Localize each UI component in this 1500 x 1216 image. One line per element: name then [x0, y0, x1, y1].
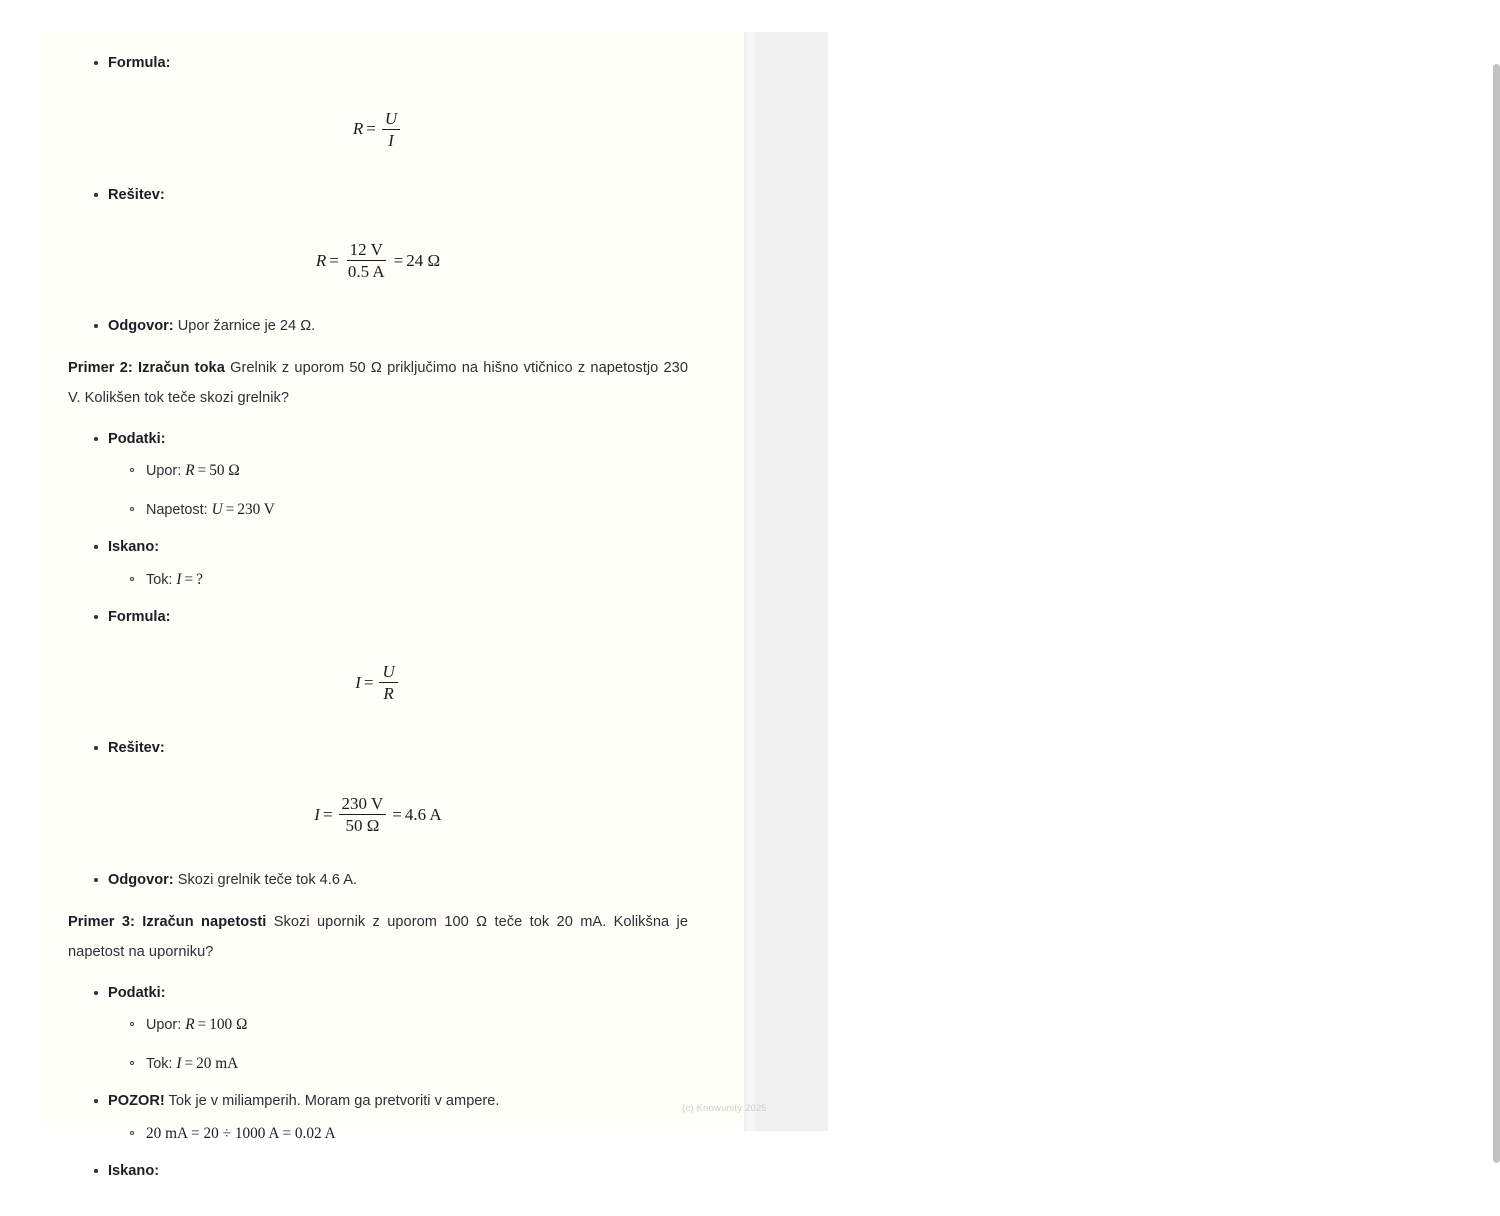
bullet-label-resitev: Rešitev: [108, 740, 165, 757]
fraction-denominator: I [388, 130, 394, 150]
list-item [94, 315, 688, 338]
list-item [94, 1090, 688, 1146]
bullet-label-odgovor: Odgovor: [108, 872, 174, 889]
bullet-label-odgovor: Odgovor: [108, 318, 174, 335]
fraction-numerator: U [382, 109, 400, 130]
list-resitev-2 [68, 737, 688, 760]
bullet-label-resitev: Rešitev: [108, 186, 165, 203]
list-item [130, 460, 688, 483]
fraction [382, 109, 400, 150]
vertical-scrollbar-track[interactable] [746, 32, 755, 1131]
datum-prefix: Napetost: [146, 502, 212, 519]
eq-lhs-symbol: I [314, 804, 320, 824]
list-resitev-1 [68, 184, 688, 207]
list-item [94, 737, 688, 760]
equation-i-equals-u-over-r [68, 662, 688, 703]
bullet-label-podatki: Podatki: [108, 430, 166, 447]
bullet-label-formula: Formula: [108, 608, 171, 625]
document-body [44, 32, 744, 1216]
eq-equals-sign-2: = [393, 250, 404, 270]
list-item [130, 569, 688, 592]
paragraph-primer-3 [68, 908, 688, 968]
list-item [94, 184, 688, 207]
bullet-label-formula: Formula: [108, 55, 171, 71]
list-primer-3-steps [68, 982, 688, 1183]
fraction-denominator: 50 Ω [345, 816, 380, 836]
equation-r-12v-over-05a [68, 240, 688, 281]
eq-equals-sign: = [366, 119, 376, 139]
fraction-numerator: U [379, 662, 397, 683]
list-item [94, 1160, 688, 1183]
fraction-numerator: 12 V [347, 240, 386, 261]
datum-prefix: Tok: [146, 571, 177, 588]
list-item [130, 1053, 688, 1076]
sublist-conversion [108, 1123, 688, 1146]
datum-prefix: Upor: [146, 463, 186, 480]
fraction-numerator: 230 V [339, 794, 387, 815]
equation-r-equals-u-over-i [68, 109, 688, 150]
list-item [94, 869, 688, 892]
eq-result: 4.6 A [404, 804, 442, 824]
primer-3-lead: Primer 3: Izračun napetosti [68, 913, 267, 930]
datum-math: R = 50 Ω [185, 462, 240, 480]
list-item [130, 1014, 688, 1037]
fraction-denominator: 0.5 A [347, 262, 385, 282]
datum-math: R = 100 Ω [185, 1016, 248, 1034]
bullet-label-iskano: Iskano: [108, 539, 160, 556]
eq-equals-sign-2: = [392, 804, 402, 824]
list-formula-1 [68, 52, 688, 75]
datum-prefix: Tok: [146, 1056, 177, 1073]
list-odgovor-2 [68, 869, 688, 892]
right-gutter [744, 32, 828, 1131]
primer-2-body: Grelnik z uporom 50 Ω priključimo na hišno vtičnico z napetostjo 230 V. Kolikšen tok teče skozi grelnik? [68, 359, 688, 406]
document-content-card [44, 32, 744, 1179]
sublist-iskano [108, 569, 688, 592]
datum-math: I = 20 mA [176, 1055, 239, 1073]
sublist-podatki [108, 460, 688, 522]
list-odgovor-1 [68, 315, 688, 338]
sublist-podatki [108, 1014, 688, 1076]
eq-lhs-symbol: I [355, 672, 361, 692]
eq-result: 24 Ω [406, 250, 441, 270]
odgovor-text: Skozi grelnik teče tok 4.6 A. [173, 872, 357, 889]
list-item [94, 428, 688, 522]
odgovor-text: Upor žarnice je 24 Ω. [173, 318, 316, 335]
bullet-label-iskano: Iskano: [108, 1162, 160, 1179]
datum-math: U = 230 V [211, 501, 275, 519]
eq-equals-sign: = [322, 804, 333, 824]
list-item [94, 536, 688, 592]
list-item [130, 499, 688, 522]
fraction-denominator: R [383, 684, 394, 704]
list-item [94, 52, 688, 75]
eq-equals-sign: = [363, 672, 374, 692]
eq-lhs-symbol: R [315, 250, 327, 270]
list-item [94, 606, 688, 629]
eq-lhs-symbol: R [352, 119, 364, 139]
paragraph-primer-2 [68, 354, 688, 414]
list-item [130, 1123, 688, 1146]
list-item [94, 982, 688, 1076]
fraction [379, 662, 397, 703]
primer-3-body: Skozi upornik z uporom 100 Ω teče tok 20 mA. Kolikšna je napetost na uporniku? [68, 913, 688, 960]
datum-prefix: Upor: [146, 1017, 186, 1034]
fraction [339, 794, 387, 835]
datum-math: I = ? [176, 570, 203, 588]
bullet-label-podatki: Podatki: [108, 984, 166, 1001]
conversion-math: 20 mA = 20 ÷ 1000 A = 0.02 A [146, 1124, 336, 1142]
list-primer-2-steps [68, 428, 688, 629]
primer-2-lead: Primer 2: Izračun toka [68, 359, 225, 376]
fraction [345, 240, 388, 281]
equation-i-230v-over-50ohm [68, 794, 688, 835]
vertical-scrollbar-thumb[interactable] [1493, 64, 1500, 1163]
eq-equals-sign: = [329, 250, 339, 270]
watermark-knowunity: (c) Knowunity 2025 [682, 1103, 767, 1114]
bullet-label-pozor: POZOR! [108, 1093, 165, 1110]
pozor-text: Tok je v miliamperih. Moram ga pretvoriti v ampere. [164, 1093, 500, 1110]
